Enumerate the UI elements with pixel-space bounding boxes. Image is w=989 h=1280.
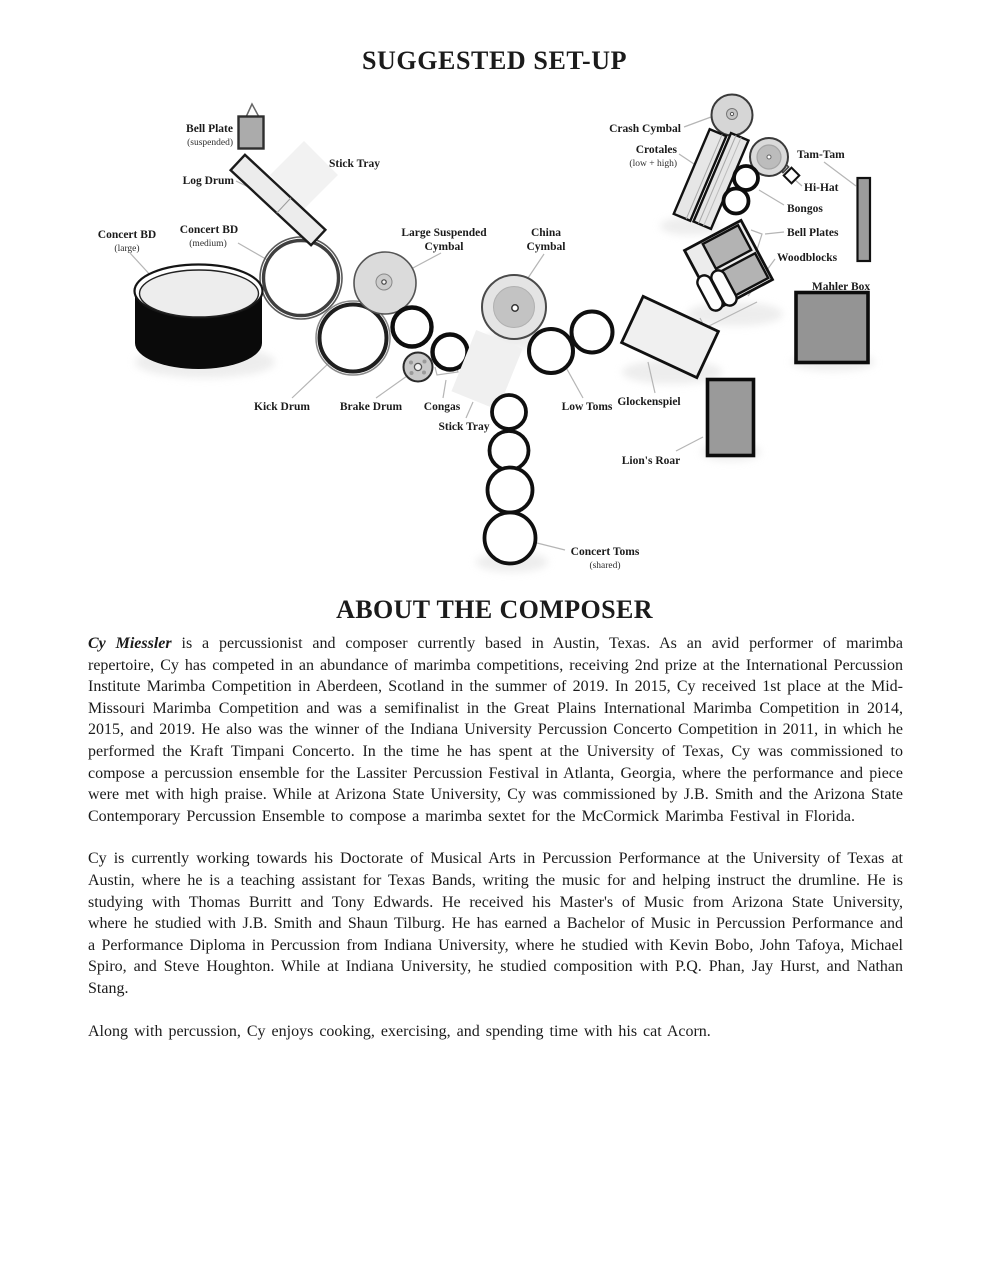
label-brake-drum: Brake Drum: [339, 401, 403, 413]
label-concert-bd-large: Concert BD: [97, 229, 157, 241]
setup-diagram: [0, 0, 989, 588]
concert-bd-large-shape: [135, 265, 263, 370]
label-crash-cymbal: Crash Cymbal: [609, 123, 681, 135]
mahler-box-shape: [796, 293, 868, 363]
about-composer-text: [88, 633, 903, 1063]
crash-cymbal-shape: [712, 95, 753, 136]
label-stick-tray-bottom: Stick Tray: [438, 421, 490, 433]
label-lions-roar: Lion's Roar: [621, 455, 681, 467]
lions-roar-shape: [708, 380, 754, 456]
label-tam-tam: Tam-Tam: [797, 149, 845, 161]
label-concert-bd-large-sub: (large): [114, 244, 140, 254]
about-heading: ABOUT THE COMPOSER: [336, 595, 653, 624]
label-kick-drum: Kick Drum: [254, 401, 310, 413]
label-hi-hat: Hi-Hat: [804, 182, 839, 194]
label-congas: Congas: [423, 401, 461, 413]
label-concert-bd-medium: Concert BD: [179, 224, 239, 236]
label-china-cymbal-1: China: [530, 227, 562, 239]
label-crotales: Crotales: [635, 144, 677, 156]
label-concert-toms-sub: (shared): [589, 561, 621, 571]
bio-paragraph-3: Along with percussion, Cy enjoys cooking, exercising, and spending time with his cat Acorn.: [88, 1022, 711, 1040]
label-stick-tray-top: Stick Tray: [329, 158, 381, 170]
label-bell-plate: Bell Plate: [186, 123, 233, 135]
label-concert-toms: Concert Toms: [570, 546, 640, 558]
label-bell-plate-sub: (suspended): [187, 138, 233, 148]
label-woodblocks: Woodblocks: [777, 252, 838, 264]
label-glockenspiel: Glockenspiel: [617, 396, 681, 408]
label-crotales-sub: (low + high): [629, 159, 677, 169]
label-concert-bd-medium-sub: (medium): [189, 239, 227, 249]
concert-toms-shape: [485, 395, 536, 564]
setup-title: SUGGESTED SET-UP: [361, 46, 628, 75]
tam-tam-shape: [858, 178, 871, 261]
label-mahler-box: Mahler Box: [811, 281, 871, 293]
label-log-drum: Log Drum: [182, 175, 234, 187]
china-cymbal-shape: [482, 275, 546, 339]
concert-bd-medium-shape: [260, 237, 342, 319]
label-china-cymbal-2: Cymbal: [526, 241, 566, 253]
label-low-toms: Low Toms: [561, 401, 613, 413]
bio-paragraph-2: Cy is currently working towards his Doctorate of Musical Arts in Percussion Performance at the University of Texas at Austin, where he is a teaching assistant for Texas Bands, writing the music for and helping instruct the drumline. He is studying with Thomas Burritt and Tony Edwards. He received his Master's of Music from Arizona State University, where he studied with J.B. Smith and Shaun Tilburg. He has earned a Bachelor of Music in Percussion Performance and a Performance Diploma in Percussion from Indiana University, where he studied with Kevin Bobo, John Tafoya, Michael Spiro, and Steve Houghton. While at Indiana University, he studied composition with P.Q. Phan, Jay Hurst, and Nathan Stang.: [88, 850, 903, 997]
label-bongos: Bongos: [787, 203, 823, 215]
large-suspended-cymbal-shape: [354, 252, 416, 314]
bio-paragraph-1-body: is a percussionist and composer currently based in Austin, Texas. As an avid performer of marimba repertoire, Cy has competed in an abundance of marimba competitions, receiving 2nd prize at the International Percussion Institute Marimba Competition in Aberdeen, Scotland in the summer of 2019. In 2015, Cy received 1st place at the Mid-Missouri Marimba Competition and was a semifinalist in the Great Plains International Marimba Competition in 2014, 2015, and 2019. He also was the winner of the Indiana University Percussion Concerto Competition in 2011, in which he performed the Kraft Timpani Concerto. In the time he has spent at the University of Texas, Cy was commissioned to compose a percussion ensemble for the Lassiter Percussion Festival in Atlanta, Georgia, where the performance and piece were met with high praise. While at Arizona State University, Cy was commissioned by J.B. Smith and the Arizona State Contemporary Percussion Ensemble to compose a marimba sextet for the McCormick Marimba Festival in Florida.: [88, 635, 903, 825]
brake-drum-shape: [404, 353, 433, 382]
label-bell-plates: Bell Plates: [787, 227, 839, 239]
label-large-suspended-cymbal-1: Large Suspended: [401, 227, 487, 239]
bio-paragraph-1: [88, 633, 903, 827]
bell-plate-suspended-shape: [239, 104, 264, 149]
composer-name: Cy Miessler: [88, 635, 172, 652]
label-large-suspended-cymbal-2: Cymbal: [424, 241, 464, 253]
